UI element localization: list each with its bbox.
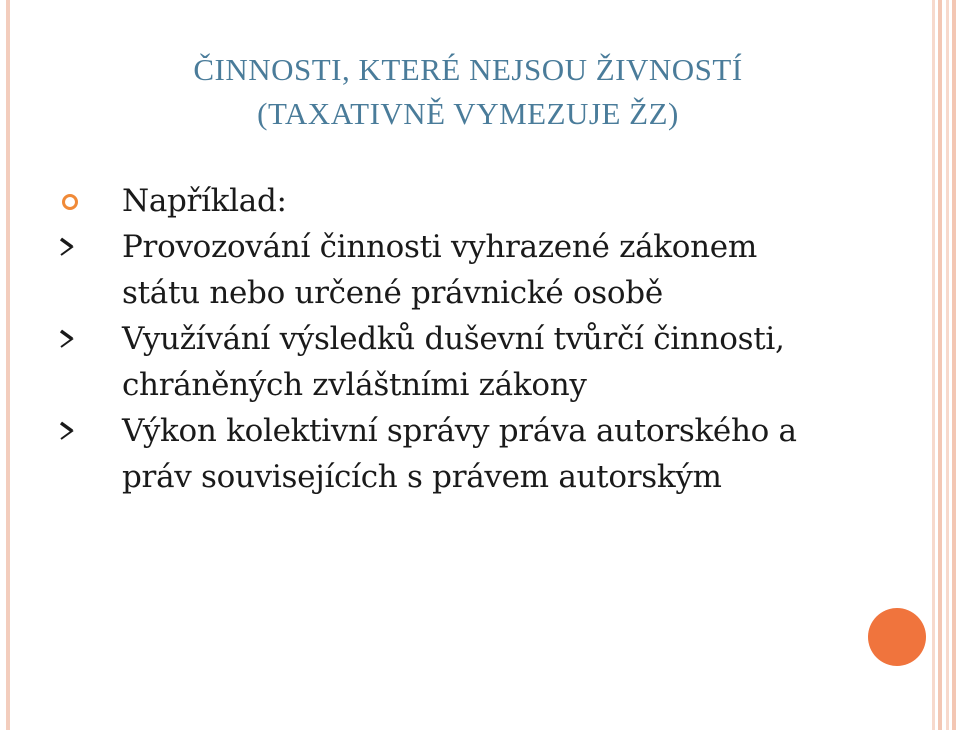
arrow-bullet-icon (58, 236, 76, 258)
right-border-decoration (932, 0, 960, 730)
list-item-text: Využívání výsledků duševní tvůrčí činnosti, chráněných zvláštními zákony (122, 321, 785, 403)
slide-content (0, 178, 900, 500)
list-item (0, 408, 900, 500)
arrow-bullet-icon (58, 328, 76, 350)
circle-bullet-icon (62, 194, 78, 210)
slide-title-line-2: (TAXATIVNĚ VYMEZUJE ŽZ) (257, 96, 679, 131)
list-item (0, 224, 900, 316)
list-item (0, 316, 900, 408)
list-item (0, 178, 900, 224)
orange-circle-decoration (868, 608, 926, 666)
list-item-text: Výkon kolektivní správy práva autorského a práv souvisejících s právem autorským (122, 413, 797, 495)
list-item-text: Provozování činnosti vyhrazené zákonem státu nebo určené právnické osobě (122, 229, 757, 311)
list-item-text: Například: (122, 183, 287, 219)
arrow-bullet-icon (58, 420, 76, 442)
slide-title-line-1: ČINNOSTI, KTERÉ NEJSOU ŽIVNOSTÍ (193, 52, 743, 87)
slide-title (108, 48, 828, 136)
